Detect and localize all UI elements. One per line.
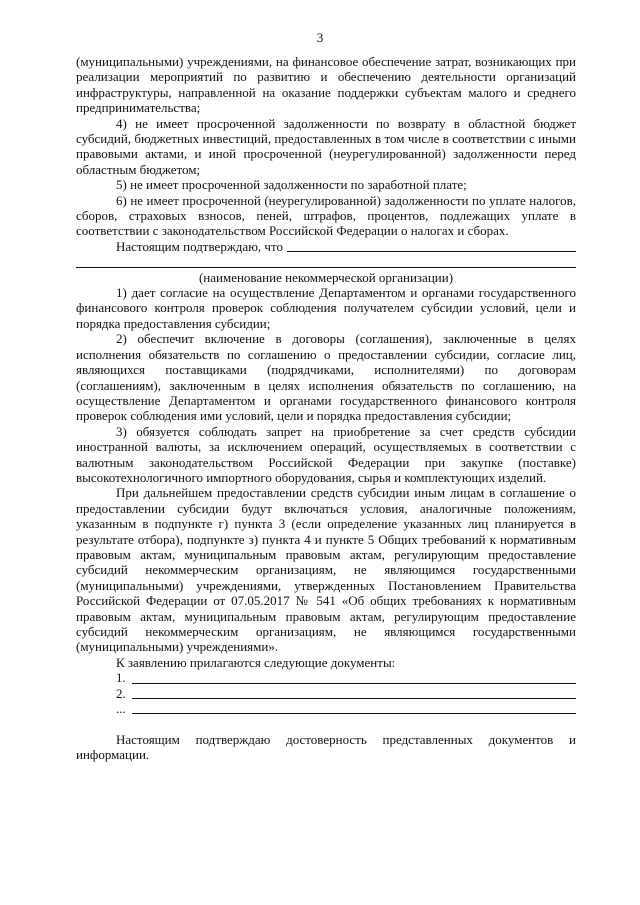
paragraph-continuation: (муниципальными) учреждениями, на финансовое обеспечение затрат, возникающих при реализации мероприятий по развитию и обеспечению деятельности организаций инфраструктуры, направленной на оказание поддержки субъектам малого и среднего предпринимательства;: [76, 54, 576, 116]
document-item-number: ...: [116, 701, 126, 717]
confirm-label: Настоящим подтверждаю, что: [116, 238, 283, 254]
document-item-blank[interactable]: [132, 713, 576, 714]
document-item-blank[interactable]: [132, 698, 576, 699]
paragraph-attachments-heading: К заявлению прилагаются следующие документы:: [116, 654, 396, 670]
document-item: [76, 670, 576, 685]
org-name-blank[interactable]: [287, 251, 576, 252]
paragraph-consent-3: 3) обязуется соблюдать запрет на приобретение за счет средств субсидии иностранной валюты, за исключением операций, осуществляемых в соответствии с валютным законодательством Российской Федерации при закупке (поставке) высокотехнологичного импортного оборудования, сырья и комплектующих изделий.: [76, 423, 576, 485]
spacer: [76, 716, 576, 731]
paragraph-item-6: 6) не имеет просроченной (неурегулированной) задолженности по уплате налогов, сборов, страховых взносов, пеней, штрафов, процентов, подлежащих уплате в соответствии с законодательством Российской Федерации о налогах и сборах.: [76, 192, 576, 239]
document-item: [76, 686, 576, 701]
document-item-blank[interactable]: [132, 683, 576, 684]
document-item-number: 1.: [116, 670, 126, 686]
paragraph-final-confirmation: Настоящим подтверждаю достоверность представленных документов и информации.: [76, 731, 576, 763]
paragraph-further-provision: При дальнейшем предоставлении средств субсидии иным лицам в соглашение о предоставлении субсидии будут включаться условия, аналогичные положениям, указанным в подпункте г) пункта 3 (если определение указанных лиц планируется в результате отбора), подпункте з) пункта 4 и пункте 5 Общих требований к нормативным правовым актам, муниципальным правовым актам, регулирующим предоставление субсидий некоммерческим организациям, не являющимся государственными (муниципальными) учреждениями, утвержденных Постановлением Правительства Российской Федерации от 07.05.2017 № 541 «Об общих требованиях к нормативным правовым актам, муниципальным правовым актам, регулирующим предоставление субсидий некоммерческим организациям, не являющимся государственными (муниципальными) учреждениями».: [76, 485, 576, 655]
org-name-blank-line[interactable]: [76, 254, 576, 269]
org-caption: (наименование некоммерческой организации): [198, 269, 454, 285]
confirm-org-row: [76, 239, 576, 254]
page-number: 3: [316, 30, 324, 45]
paragraph-consent-2: 2) обеспечит включение в договоры (соглашения), заключенные в целях исполнения обязательств по соглашению о предоставлении субсидии, согласие лиц, являющихся поставщиками (подрядчиками, исполнителями) по договорам (соглашениям), заключенным в целях исполнения обязательств по соглашению, на осуществление Департаментом и органами государственного финансового контроля проверок соблюдения ими условий, цели и порядка предоставления субсидии;: [76, 331, 576, 424]
document-item-number: 2.: [116, 685, 126, 701]
document-item: [76, 701, 576, 716]
paragraph-item-5: 5) не имеет просроченной задолженности по заработной плате;: [116, 177, 467, 193]
document-body: [76, 54, 576, 763]
paragraph-consent-1: 1) дает согласие на осуществление Департаментом и органами государственного финансового контроля проверок соблюдения получателем субсидии условий, цели и порядка предоставления субсидии;: [76, 285, 576, 331]
paragraph-item-4: 4) не имеет просроченной задолженности по возврату в областной бюджет субсидий, бюджетных инвестиций, предоставленных в том числе в соответствии с иными правовыми актами, и иной просроченной (неурегулированной) задолженности перед областным бюджетом;: [76, 115, 576, 177]
